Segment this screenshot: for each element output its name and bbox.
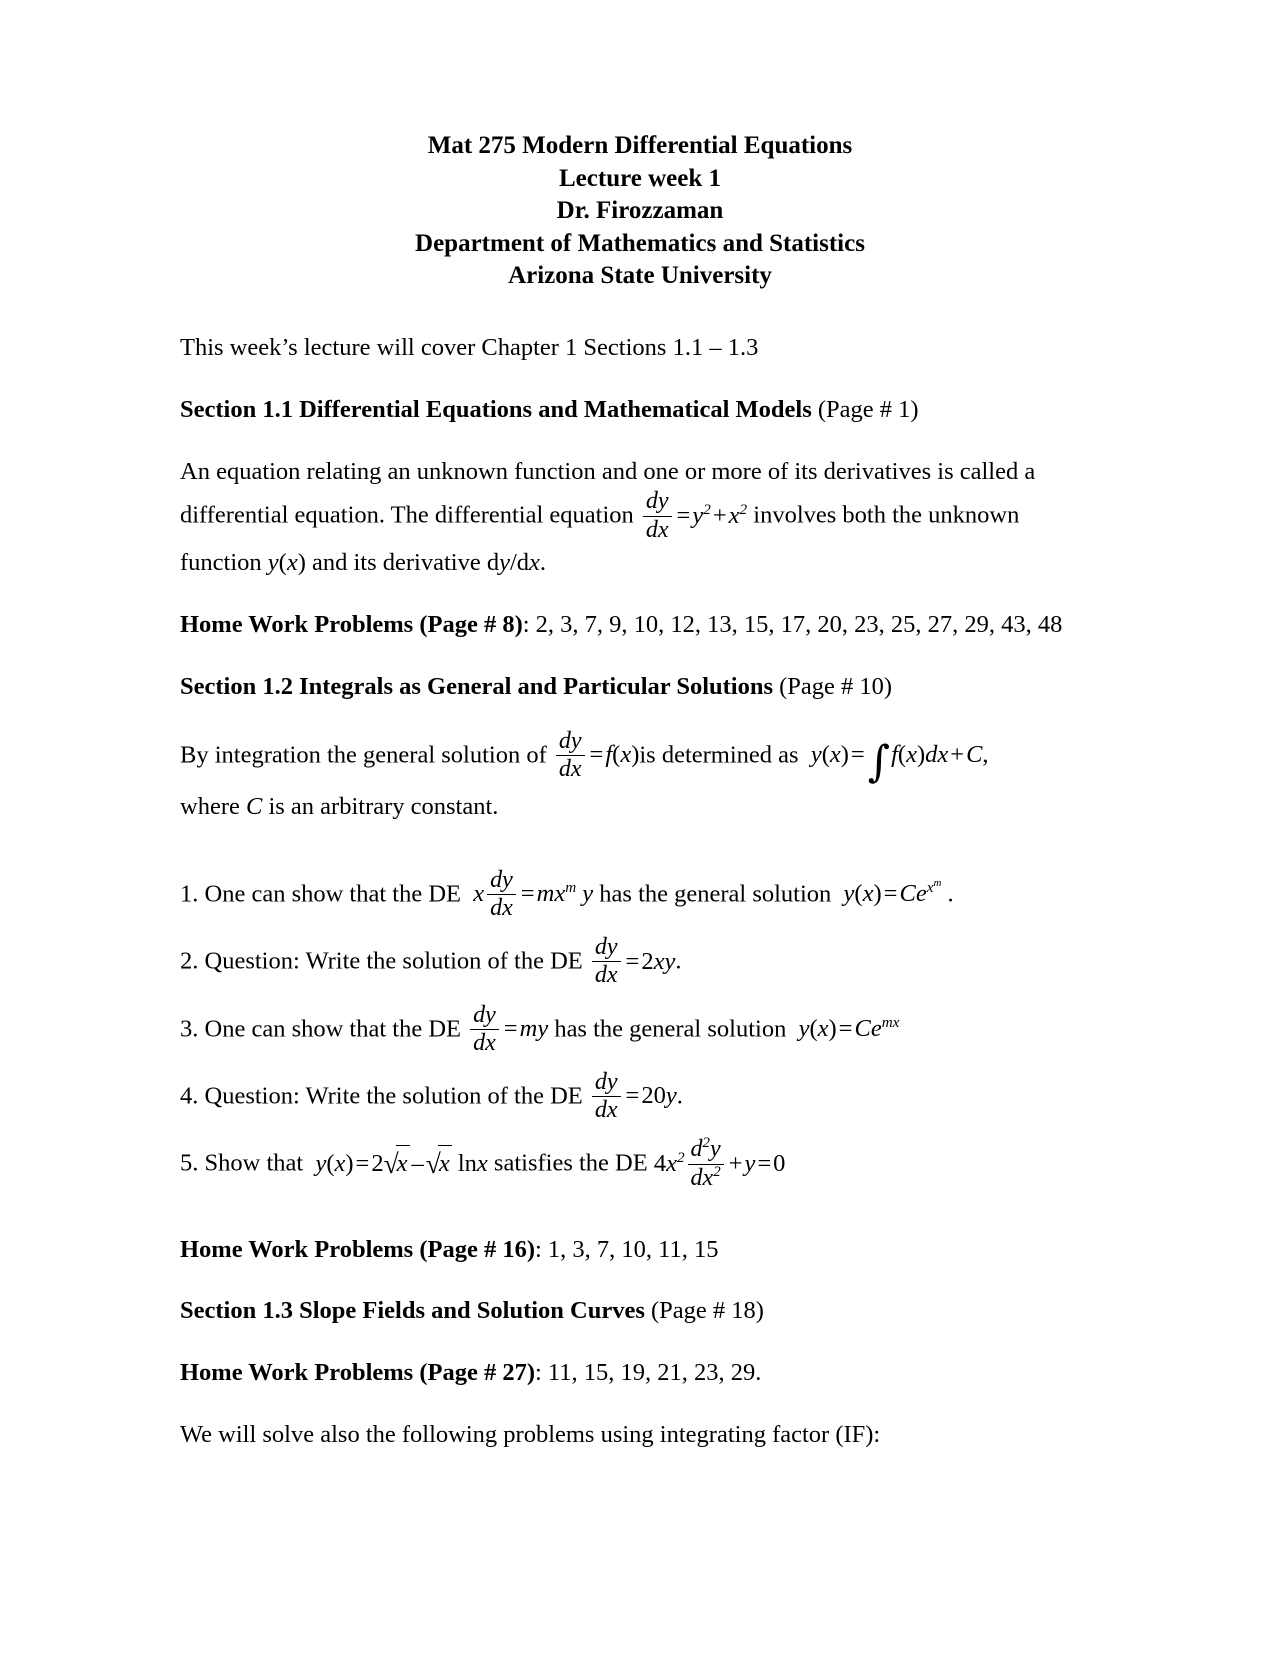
item-2-equation [589, 934, 676, 989]
section-1-2-text-part1: By integration the general solution of [180, 741, 553, 769]
item-5-function [315, 1150, 487, 1177]
plus-sign: + [950, 741, 965, 769]
fraction-numerator: dy [643, 489, 672, 516]
section-1-1-text-part1: An equation relating an unknown function and one or more of its derivatives is called a differential equation. The differential equation [180, 458, 1036, 529]
variable-y: y [665, 1082, 677, 1110]
inline-equation-general-solution: y(x)=∫f(x)dx+C, [810, 737, 989, 788]
item-4-end: . [676, 1082, 683, 1110]
paren-close: ) [916, 741, 926, 769]
exponential-e: e [915, 880, 927, 908]
item-3-text-part2: has the general solution [554, 1014, 793, 1042]
list-item [180, 1001, 1100, 1057]
paren-close: ) [631, 741, 640, 769]
argument-x: x [817, 1014, 829, 1042]
paren-open: ( [897, 741, 907, 769]
fraction-denominator: dx [473, 1029, 496, 1056]
list-item [180, 1135, 1100, 1191]
equals-sign: = [355, 1149, 370, 1177]
paren-open: ( [809, 1014, 818, 1042]
plus-sign: + [728, 1149, 743, 1177]
function-name-y: y [798, 1014, 810, 1042]
variable-y: y [709, 1136, 721, 1163]
section-1-1-heading-page: (Page # 1) [811, 395, 919, 423]
section-1-1-paragraph [180, 453, 1100, 581]
constant-C: C [966, 741, 983, 769]
radicand-x: x [396, 1145, 410, 1180]
intro-paragraph: This week’s lecture will cover Chapter 1 Sections 1.1 – 1.3 [180, 333, 759, 361]
constant-C: C [245, 792, 263, 820]
argument-x: x [334, 1149, 346, 1177]
fraction-denominator [688, 1165, 724, 1191]
coefficient-2: 2 [371, 1149, 384, 1177]
fraction-dy-dx [470, 1003, 499, 1056]
equals-sign: = [520, 880, 535, 908]
coefficient-4: 4 [653, 1149, 667, 1177]
function-f: f [891, 741, 898, 769]
order-two: 2 [702, 1135, 710, 1152]
homework-2-problems: 1, 3, 7, 10, 11, 15 [547, 1235, 719, 1263]
item-3-equation [467, 1001, 549, 1056]
order-two: 2 [713, 1163, 721, 1180]
homework-3-colon: : [534, 1358, 548, 1386]
paren-open: ( [326, 1149, 335, 1177]
equals-sign: = [589, 741, 604, 769]
variable-x: x [554, 880, 566, 908]
function-y-of-x [268, 549, 306, 576]
sentence-period: . [539, 548, 547, 576]
section-1-3-heading-title: Section 1.3 Slope Fields and Solution Curves [180, 1297, 645, 1325]
homework-1-colon: : [522, 611, 536, 639]
section-1-2-paragraph-continued [180, 788, 1100, 825]
title-line-department: Department of Mathematics and Statistics [415, 229, 865, 257]
variable-y: y [744, 1149, 756, 1177]
trailing-comma: , [982, 741, 989, 769]
paren-close: ) [873, 880, 882, 908]
constant-C: C [899, 880, 916, 908]
coefficient-m: m [536, 880, 555, 908]
variable-y: y [582, 880, 594, 908]
section-1-2-text-part2: is determined as [639, 741, 805, 769]
paren-close: ) [345, 1149, 354, 1177]
title-line-course: Mat 275 Modern Differential Equations [427, 132, 853, 159]
paren-open: ( [854, 880, 863, 908]
inline-equation-dydx-fx [553, 728, 640, 783]
list-item [180, 1071, 1100, 1124]
argument-x: x [862, 880, 874, 908]
item-4-text: Question: Write the solution of the DE [204, 1082, 589, 1110]
exponent-x-power-m [926, 876, 942, 896]
section-1-2-heading-page: (Page # 10) [773, 672, 893, 700]
item-2-text: Question: Write the solution of the DE [204, 947, 589, 975]
fraction-denominator: dx [594, 1097, 618, 1124]
log-argument-x: x [476, 1149, 488, 1177]
item-2-number: 2. [180, 947, 205, 975]
variables-xy: xy [653, 947, 676, 975]
radicand-x: x [438, 1145, 452, 1180]
section-1-1-text-part2: involves both the unknown function [180, 501, 1020, 576]
section-1-1-heading-title: Section 1.1 Differential Equations and Mathematical Models [180, 395, 812, 423]
exponent-two-x: 2 [739, 500, 748, 518]
item-1-number: 1. [180, 880, 205, 908]
item-1-solution [843, 876, 942, 908]
homework-1-label: Home Work Problems (Page # 8) [180, 611, 523, 639]
item-1-end: . [941, 880, 954, 908]
argument-x: x [906, 741, 917, 769]
fraction-denominator: dx [558, 756, 582, 783]
variable-x: x [473, 880, 485, 908]
homework-problems-2 [180, 1232, 1100, 1268]
equals-sign: = [850, 741, 865, 769]
fraction-dy-dx [592, 935, 621, 988]
item-5-equation [653, 1135, 786, 1191]
section-1-2-heading-title: Section 1.2 Integrals as General and Particular Solutions [180, 672, 774, 700]
differential-dx: dx [925, 741, 949, 769]
fraction-numerator: dy [470, 1003, 499, 1030]
homework-problems-3 [180, 1355, 1100, 1391]
fraction-dy-dx [487, 868, 516, 921]
paren-close: ) [840, 741, 849, 769]
item-5-text-part2: satisfies the DE [487, 1149, 654, 1177]
plus-sign: + [712, 501, 727, 529]
function-name-y: y [315, 1149, 327, 1177]
section-1-2-paragraph [180, 728, 1100, 788]
argument-x: x [620, 741, 632, 769]
derivative-slash-d: /d [509, 548, 530, 576]
title-line-instructor: Dr. Firozzaman [556, 197, 724, 224]
item-4-number: 4. [180, 1082, 205, 1110]
differential-dx: dx [690, 1164, 714, 1191]
item-5-number: 5. [180, 1149, 205, 1177]
function-name-y: y [810, 741, 822, 769]
title-line-university: Arizona State University [508, 262, 772, 289]
coefficient-2: 2 [641, 947, 654, 975]
spacer [180, 847, 1100, 869]
section-1-2-text-part3: where [180, 792, 246, 820]
differential-d: d [690, 1136, 703, 1163]
exponent-two: 2 [676, 1148, 685, 1166]
fraction-denominator: dx [490, 895, 513, 921]
section-1-3-heading [180, 1293, 1100, 1329]
item-1-equation [473, 866, 594, 921]
fraction-dy-dx [556, 729, 585, 782]
spacer [180, 1206, 1100, 1232]
variable-y: y [537, 1014, 549, 1042]
homework-2-colon: : [534, 1235, 548, 1263]
section-1-1-heading [180, 392, 1100, 428]
homework-1-problems: 2, 3, 7, 9, 10, 12, 13, 15, 17, 20, 23, 25, 27, 29, 43, 48 [535, 611, 1063, 639]
variable-x: x [666, 1149, 677, 1177]
paren-open: ( [821, 741, 830, 769]
item-1-text-part1: One can show that the DE [204, 880, 468, 908]
equals-sign: = [625, 1082, 640, 1110]
natural-log: ln [457, 1149, 477, 1177]
fraction-numerator: dy [487, 868, 516, 895]
section-1-1-text-part3: and its derivative d [305, 548, 500, 576]
fraction-numerator: dy [556, 729, 585, 756]
exponent-m: m [933, 876, 942, 889]
fraction-numerator: dy [592, 935, 621, 962]
function-name-y: y [267, 548, 279, 576]
square-root-icon: √ [383, 1148, 399, 1179]
item-3-solution [799, 1015, 900, 1042]
item-1-text-part2: has the general solution [599, 880, 838, 908]
fraction-denominator: dx [645, 516, 669, 543]
homework-3-label: Home Work Problems (Page # 27) [180, 1358, 535, 1386]
fraction-second-derivative [688, 1137, 724, 1190]
document-title-block [180, 130, 1100, 293]
constant-C: C [854, 1014, 871, 1042]
coefficient-m: m [519, 1014, 538, 1042]
fraction-numerator [688, 1137, 724, 1164]
title-line-lecture: Lecture week 1 [559, 164, 721, 192]
paren-open: ( [278, 548, 287, 576]
equals-sign: = [883, 880, 898, 908]
equals-sign: = [757, 1149, 772, 1177]
section-1-3-heading-page: (Page # 18) [644, 1297, 764, 1325]
exponent-base-x: x [926, 878, 934, 896]
coefficient-20: 20 [641, 1082, 666, 1110]
section-1-2-text-part4: is an arbitrary constant. [262, 792, 499, 820]
square-root-icon: √ [425, 1148, 441, 1179]
equals-sign: = [625, 947, 640, 975]
item-3-text-part1: One can show that the DE [204, 1014, 468, 1042]
item-3-number: 3. [180, 1014, 205, 1042]
item-4-equation [589, 1069, 677, 1124]
list-item [180, 936, 1100, 989]
inline-equation-dydx [640, 488, 748, 543]
section-1-2-heading [180, 669, 1100, 705]
exponent-mx: mx [881, 1013, 900, 1031]
fraction-numerator: dy [592, 1070, 621, 1097]
list-item [180, 866, 1100, 922]
paren-open: ( [612, 741, 621, 769]
homework-problems-1 [180, 607, 1100, 643]
minus-sign: – [411, 1149, 424, 1177]
item-5-text-part1: Show that [204, 1149, 310, 1177]
fraction-denominator: dx [594, 962, 618, 989]
argument-x: x [286, 548, 298, 576]
derivative-dx-x: x [529, 548, 540, 576]
derivative-dy-y: y [499, 548, 510, 576]
homework-3-problems: 11, 15, 19, 21, 23, 29. [547, 1358, 762, 1386]
item-2-end: . [675, 947, 682, 975]
paren-close: ) [297, 548, 306, 576]
argument-x: x [829, 741, 841, 769]
equals-sign: = [838, 1014, 853, 1042]
function-f: f [605, 741, 613, 769]
exponent-two-y: 2 [703, 500, 711, 518]
paren-close: ) [828, 1014, 837, 1042]
closing-paragraph: We will solve also the following problems using integrating factor (IF): [180, 1421, 881, 1449]
equals-sign: = [503, 1014, 518, 1042]
variable-x: x [728, 501, 740, 529]
fraction-dy-dx [592, 1070, 621, 1123]
equals-sign: = [676, 501, 691, 529]
function-name-y: y [843, 880, 855, 908]
variable-y: y [692, 501, 704, 529]
homework-2-label: Home Work Problems (Page # 16) [180, 1235, 535, 1263]
fraction-dy-dx [643, 489, 672, 542]
exponent-m: m [565, 878, 577, 896]
value-zero: 0 [773, 1149, 786, 1177]
exponential-e: e [870, 1014, 882, 1042]
